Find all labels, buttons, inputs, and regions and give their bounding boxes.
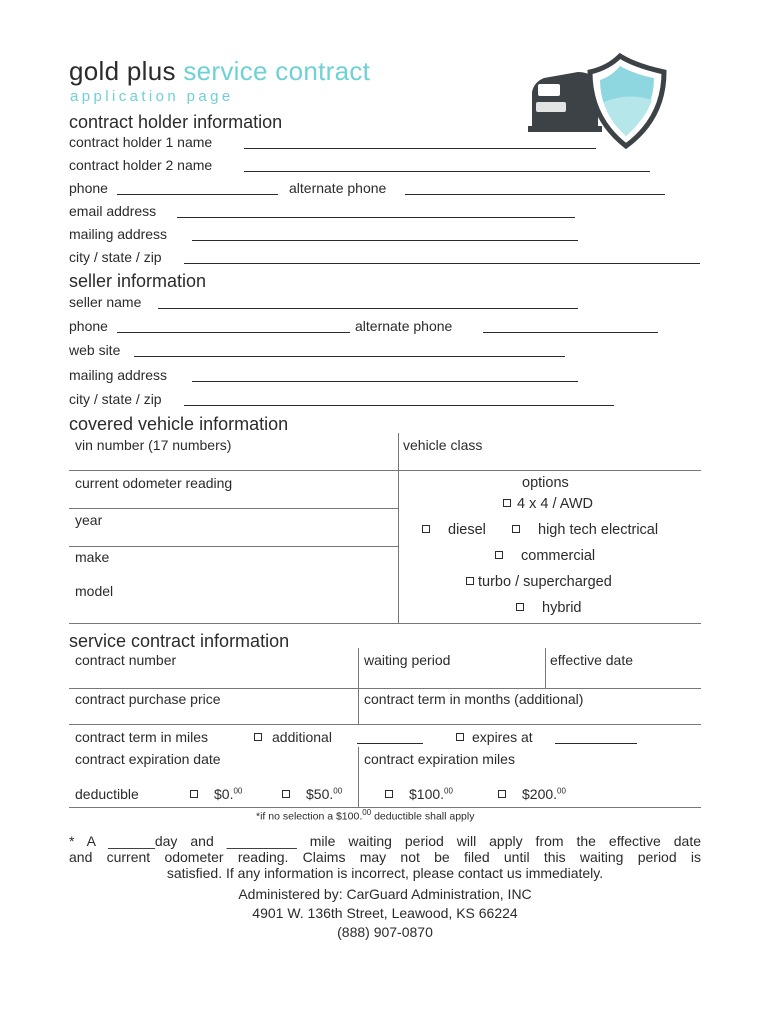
option-hightech[interactable] xyxy=(512,522,658,538)
expires-input[interactable] xyxy=(555,743,637,744)
admin-address: 4901 W. 136th Street, Leawood, KS 66224 xyxy=(252,905,518,921)
title-part2: service contract xyxy=(183,56,371,86)
holder-email-input[interactable] xyxy=(177,217,575,218)
service-divider xyxy=(358,648,359,724)
holder-city-input[interactable] xyxy=(184,263,700,264)
car-shield-icon xyxy=(528,52,670,150)
vehicle-row-line xyxy=(69,546,398,547)
seller-web-label: web site xyxy=(69,342,121,358)
seller-mailing-label: mailing address xyxy=(69,367,168,383)
seller-section-title: seller information xyxy=(69,271,207,291)
checkbox[interactable] xyxy=(503,499,511,507)
holder1-label: contract holder 1 name xyxy=(69,134,213,150)
note-part2: deductible shall apply xyxy=(371,810,475,823)
term-miles-label: contract term in miles xyxy=(75,729,209,745)
page-title xyxy=(69,56,370,87)
cents-sup: 00 xyxy=(362,808,372,817)
additional-option[interactable] xyxy=(254,729,332,745)
para-line3: satisfied. If any information is incorrect, please contact us immediately. xyxy=(166,865,604,881)
cents-sup: 00 xyxy=(444,786,453,796)
holder-email-label: email address xyxy=(69,203,157,219)
checkbox[interactable] xyxy=(385,790,393,798)
option-hybrid-label: hybrid xyxy=(542,600,582,616)
contract-number-label: contract number xyxy=(75,652,177,668)
additional-label: additional xyxy=(272,729,332,745)
option-commercial-label: commercial xyxy=(521,548,596,564)
checkbox[interactable] xyxy=(466,577,474,585)
service-section-title: service contract information xyxy=(69,631,290,651)
holder2-input[interactable] xyxy=(244,171,650,172)
deductible-200-label: $200. xyxy=(522,786,558,802)
cents-sup: 00 xyxy=(333,786,343,796)
deductible-note xyxy=(256,808,474,823)
note-part1: *if no selection a $100. xyxy=(256,810,363,823)
title-part1: gold plus xyxy=(69,56,176,86)
seller-phone-label: phone xyxy=(69,318,108,334)
holder-alt-phone-label: alternate phone xyxy=(289,180,387,196)
model-label: model xyxy=(75,583,114,599)
checkbox[interactable] xyxy=(254,733,262,741)
checkbox[interactable] xyxy=(498,790,506,798)
cents-sup: 00 xyxy=(557,786,566,796)
deductible-50-label: $50. xyxy=(306,786,334,802)
seller-name-label: seller name xyxy=(69,294,142,310)
option-turbo[interactable] xyxy=(466,574,612,590)
vehicle-row-line xyxy=(69,470,701,471)
deductible-0-label: $0. xyxy=(214,786,234,802)
vehicle-row-line xyxy=(69,508,398,509)
option-commercial[interactable] xyxy=(495,548,595,564)
additional-input[interactable] xyxy=(357,743,423,744)
holder1-input[interactable] xyxy=(244,148,596,149)
deductible-0[interactable] xyxy=(190,786,242,802)
holder-city-label: city / state / zip xyxy=(69,249,162,265)
checkbox[interactable] xyxy=(456,733,464,741)
checkbox[interactable] xyxy=(190,790,198,798)
holder-mailing-label: mailing address xyxy=(69,226,168,242)
option-diesel[interactable] xyxy=(422,522,486,538)
holder-mailing-input[interactable] xyxy=(192,240,578,241)
option-4x4[interactable] xyxy=(503,496,593,512)
waiting-period-label: waiting period xyxy=(364,652,451,668)
admin-phone: (888) 907-0870 xyxy=(337,924,433,940)
seller-city-input[interactable] xyxy=(184,405,614,406)
seller-city-label: city / state / zip xyxy=(69,391,162,407)
option-diesel-label: diesel xyxy=(448,522,486,538)
vin-label: vin number (17 numbers) xyxy=(75,437,232,453)
expires-option[interactable] xyxy=(456,729,533,745)
admin-line1: Administered by: CarGuard Administration, INC xyxy=(238,886,532,902)
deductible-50[interactable] xyxy=(282,786,342,802)
holder-section-title: contract holder information xyxy=(69,112,283,132)
odometer-label: current odometer reading xyxy=(75,475,233,491)
expiration-date-label: contract expiration date xyxy=(75,751,221,767)
expiration-miles-label: contract expiration miles xyxy=(364,751,515,767)
service-divider xyxy=(358,747,359,807)
deductible-label: deductible xyxy=(75,786,139,802)
holder2-label: contract holder 2 name xyxy=(69,157,213,173)
option-hightech-label: high tech electrical xyxy=(538,522,659,538)
option-hybrid[interactable] xyxy=(516,600,582,616)
vehicle-section-title: covered vehicle information xyxy=(69,414,289,434)
option-turbo-label: turbo / supercharged xyxy=(478,574,612,590)
effective-date-label: effective date xyxy=(550,652,634,668)
vehicle-row-line xyxy=(69,623,701,624)
year-label: year xyxy=(75,512,103,528)
seller-phone-input[interactable] xyxy=(117,332,350,333)
seller-mailing-input[interactable] xyxy=(192,381,578,382)
option-4x4-label: 4 x 4 / AWD xyxy=(517,496,594,512)
term-months-label: contract term in months (additional) xyxy=(364,691,584,707)
holder-phone-input[interactable] xyxy=(117,194,278,195)
checkbox[interactable] xyxy=(422,525,430,533)
deductible-100-label: $100. xyxy=(409,786,445,802)
para-line2: and current odometer reading. Claims may not be filed until this waiting period is xyxy=(69,849,701,865)
deductible-100[interactable] xyxy=(385,786,453,802)
para-line1: * A ______day and _________ mile waiting period will apply from the effective date xyxy=(69,833,701,849)
purchase-price-label: contract purchase price xyxy=(75,691,221,707)
checkbox[interactable] xyxy=(495,551,503,559)
vehicle-class-label: vehicle class xyxy=(403,437,483,453)
service-row-line xyxy=(69,688,701,689)
holder-alt-phone-input[interactable] xyxy=(405,194,665,195)
page-subtitle: application page xyxy=(70,88,234,105)
waiting-paragraph xyxy=(69,833,701,881)
vehicle-divider xyxy=(398,433,399,623)
deductible-200[interactable] xyxy=(498,786,566,802)
seller-web-input[interactable] xyxy=(134,356,565,357)
cents-sup: 00 xyxy=(233,786,243,796)
seller-name-input[interactable] xyxy=(158,308,578,309)
make-label: make xyxy=(75,549,110,565)
holder-phone-label: phone xyxy=(69,180,108,196)
checkbox[interactable] xyxy=(512,525,520,533)
checkbox[interactable] xyxy=(516,603,524,611)
expires-label: expires at xyxy=(472,729,533,745)
options-title: options xyxy=(522,475,569,491)
seller-alt-phone-input[interactable] xyxy=(483,332,658,333)
service-divider xyxy=(545,648,546,688)
checkbox[interactable] xyxy=(282,790,290,798)
seller-alt-phone-label: alternate phone xyxy=(355,318,453,334)
service-row-line xyxy=(69,724,701,725)
